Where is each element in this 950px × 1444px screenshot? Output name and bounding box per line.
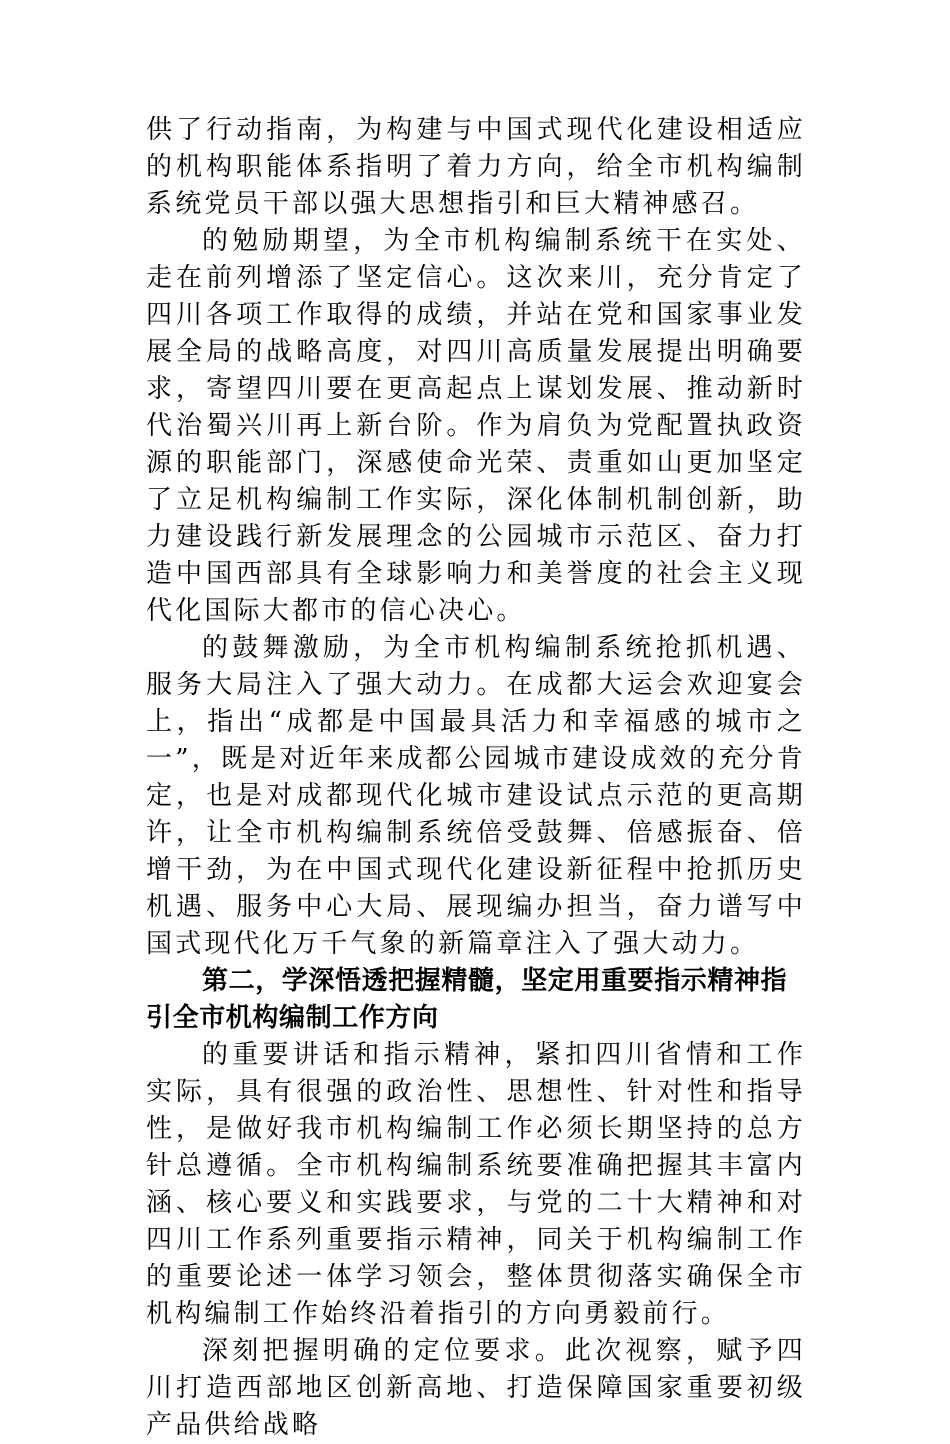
paragraph-positioning: 深刻把握明确的定位要求。此次视察，赋予四川打造西部地区创新高地、打造保障国家重要初级产品供给战略 bbox=[146, 1336, 806, 1440]
document-body bbox=[146, 112, 806, 1444]
paragraph-continuation: 供了行动指南，为构建与中国式现代化建设相适应的机构职能体系指明了着力方向，给全市机构编制系统党员干部以强大思想指引和巨大精神感召。 bbox=[146, 115, 806, 219]
paragraph-inspiration: 的鼓舞激励，为全市机构编制系统抢抓机遇、服务大局注入了强大动力。在成都大运会欢迎宴会上，指出“成都是中国最具活力和幸福感的城市之一”，既是对近年来成都公园城市建设成效的充分肯定，也是对成都现代化城市建设试点示范的更高期许，让全市机构编制系统倍受鼓舞、倍感振奋、倍增干劲，为在中国式现代化建设新征程中抢抓历史机遇、服务中心大局、展现编办担当，奋力谱写中国式现代化万千气象的新篇章注入了强大动力。 bbox=[146, 633, 806, 959]
paragraph-encouragement: 的勉励期望，为全市机构编制系统干在实处、走在前列增添了坚定信心。这次来川，充分肯定了四川各项工作取得的成绩，并站在党和国家事业发展全局的战略高度，对四川高质量发展提出明确要求，寄望四川要在更高起点上谋划发展、推动新时代治蜀兴川再上新台阶。作为肩负为党配置执政资源的职能部门，深感使命光荣、责重如山更加坚定了立足机构编制工作实际，深化体制机制创新，助力建设践行新发展理念的公园城市示范区、奋力打造中国西部具有全球影响力和美誉度的社会主义现代化国际大都市的信心决心。 bbox=[146, 226, 806, 626]
paragraph-guidance: 的重要讲话和指示精神，紧扣四川省情和工作实际，具有很强的政治性、思想性、针对性和指导性，是做好我市机构编制工作必须长期坚持的总方针总遵循。全市机构编制系统要准确把握其丰富内涵、核心要义和实践要求，与党的二十大精神和对四川工作系列重要指示精神，同关于机构编制工作的重要论述一体学习领会，整体贯彻落实确保全市机构编制工作始终沿着指引的方向勇毅前行。 bbox=[146, 1040, 806, 1329]
section-heading: 第二，学深悟透把握精髓，坚定用重要指示精神指引全市机构编制工作方向 bbox=[146, 966, 788, 1033]
